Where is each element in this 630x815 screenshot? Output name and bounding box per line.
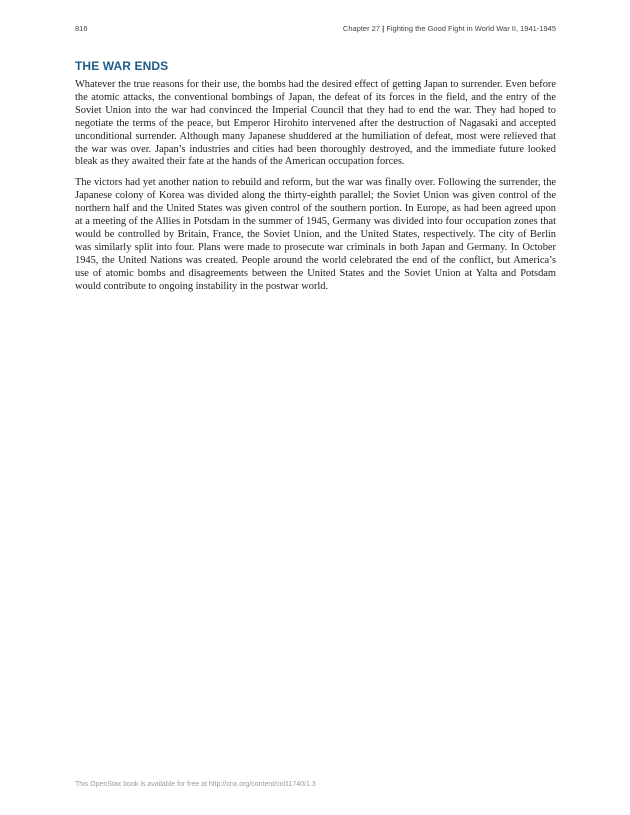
page-footer: This OpenStax book is available for free at http://cnx.org/content/col11740/1.3 [75,781,316,788]
chapter-number: Chapter 27 [342,24,381,33]
paragraph: The victors had yet another nation to rebuild and reform, but the war was finally over. Following the surrender, the Japanese colony of Korea was divided along the thirty-eighth parallel; the Soviet Union was given control of the northern half and the United States was given control of the southern portion. In Europe, as had been agreed upon at a meeting of the Allies in Potsdam in the summer of 1945, Germany was divided into four occupation zones that would be controlled by Britain, France, the Soviet Union, and the United States, respectively. The city of Berlin was similarly split into four. Plans were made to prosecute war criminals in both Japan and Germany. In October 1945, the United Nations was created. People around the world celebrated the end of the conflict, but America’s use of atomic bombs and disagreements between the United States and the Soviet Union at Yalta and Potsdam would contribute to ongoing instability in the postwar world. [75,177,556,292]
running-head [343,24,556,33]
paragraph: Whatever the true reasons for their use, the bombs had the desired effect of getting Japan to surrender. Even before the atomic attacks, the conventional bombings of Japan, the defeat of its forces in the field, and the entry of the Soviet Union into the war had convinced the Imperial Council that they had to end the war. They had hoped to negotiate the terms of the peace, but Emperor Hirohito intervened after the destruction of Nagasaki and accepted unconditional surrender. Although many Japanese shuddered at the humiliation of defeat, most were relieved that the war was over. Japan’s industries and cities had been thoroughly destroyed, and the immediate future looked bleak as they awaited their fate at the hands of the American occupation forces. [75,79,556,168]
section-heading: THE WAR ENDS [75,59,169,73]
page-header [75,24,556,36]
section-body [75,79,556,302]
header-separator: | [382,24,385,33]
chapter-title: Fighting the Good Fight in World War II, 1941-1945 [386,24,556,33]
page-number: 816 [75,24,88,33]
